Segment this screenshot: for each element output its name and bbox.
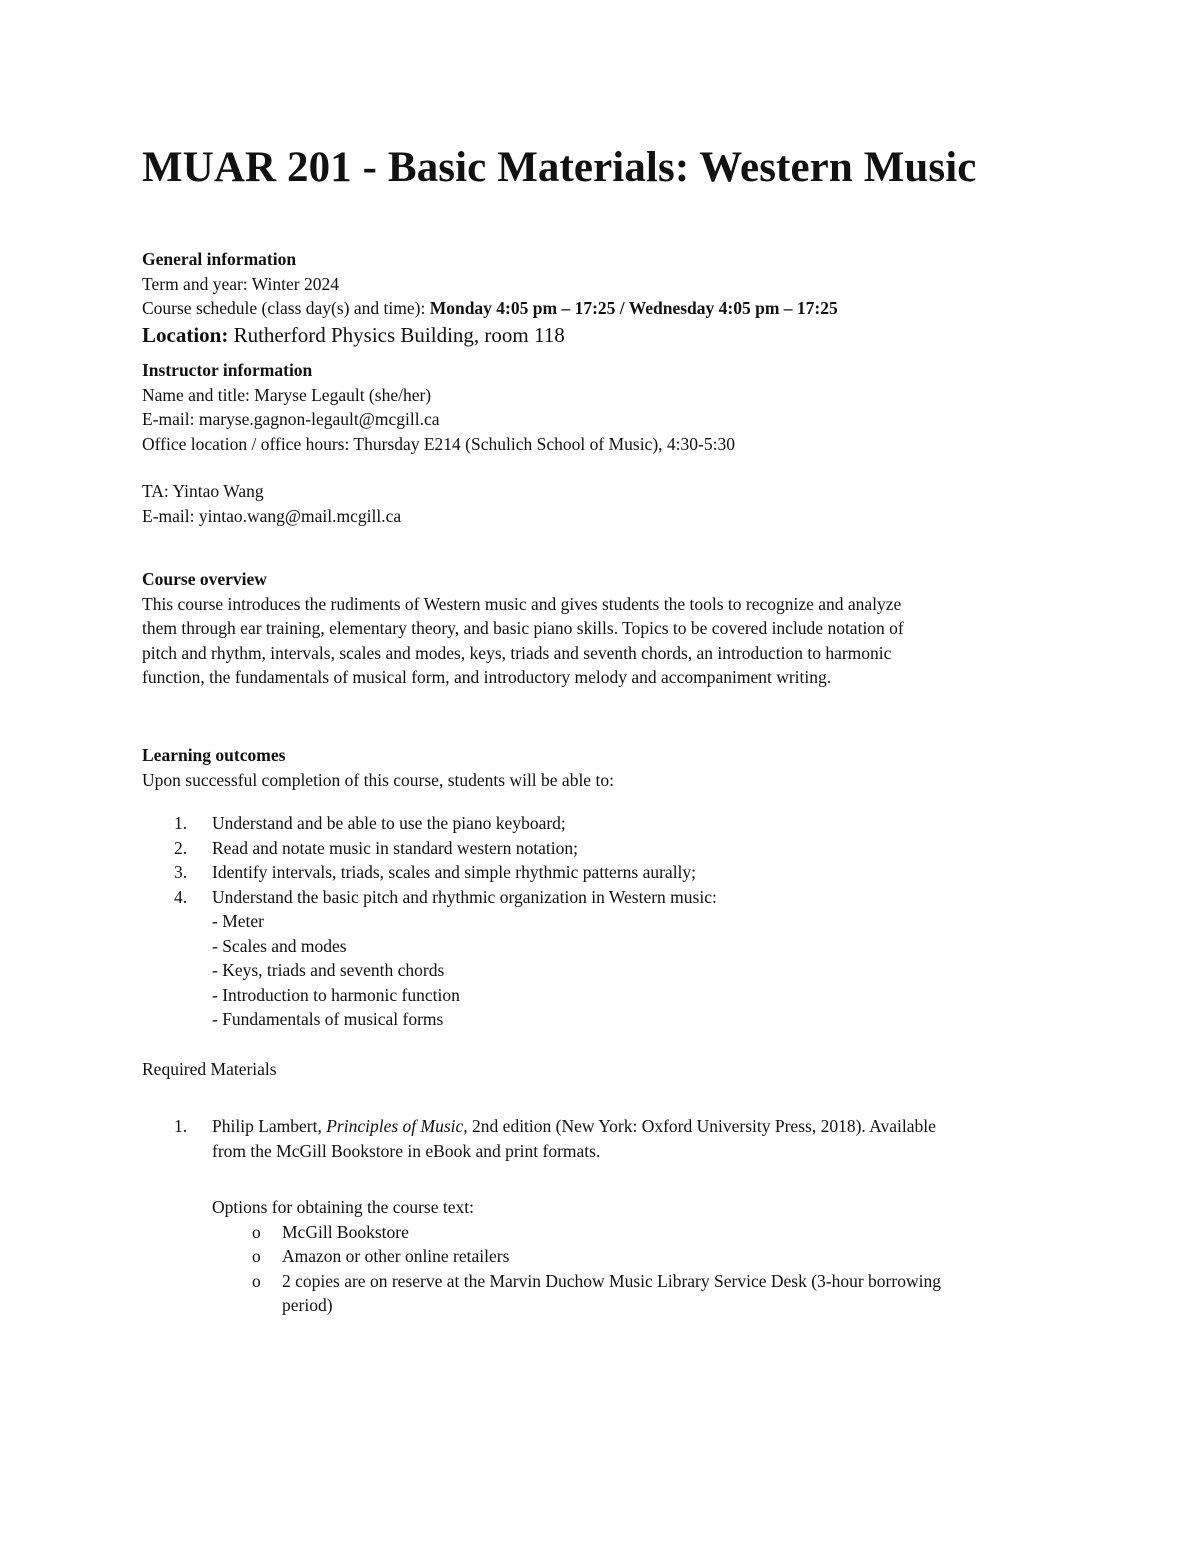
textbook-title: Principles of Music, — [326, 1116, 468, 1136]
schedule-value: Monday 4:05 pm – 17:25 / Wednesday 4:05 pm – 17:25 — [429, 298, 838, 318]
page-title: MUAR 201 - Basic Materials: Western Music — [142, 144, 977, 191]
instructor-email: E-mail: maryse.gagnon-legault@mcgill.ca — [142, 409, 440, 429]
list-item-text: Read and notate music in standard western notation; — [212, 837, 578, 858]
list-number: 4. — [174, 886, 188, 907]
list-item-text: Amazon or other online retailers — [282, 1246, 510, 1266]
list-item — [142, 860, 1072, 885]
ta-section — [142, 479, 1072, 528]
list-item-text: Understand the basic pitch and rhythmic organization in Western music: — [212, 886, 717, 907]
bullet-icon: o — [252, 1246, 261, 1266]
textbook-availability: from the McGill Bookstore in eBook and print formats. — [212, 1140, 601, 1161]
instructor-information-section — [142, 358, 1072, 456]
instructor-name: Name and title: Maryse Legault (she/her) — [142, 384, 432, 405]
course-overview-section — [142, 567, 1072, 690]
list-number: 2. — [174, 837, 188, 858]
general-information-heading: General information — [142, 249, 297, 269]
textbook-edition: 2nd edition (New York: Oxford University Press, 2018). Available — [467, 1116, 936, 1136]
list-number: 1. — [174, 1116, 188, 1136]
list-item — [142, 836, 1072, 861]
textbook-citation — [212, 1114, 1072, 1139]
list-item-text: Identify intervals, triads, scales and simple rhythmic patterns aurally; — [212, 862, 697, 882]
sub-item: - Fundamentals of musical forms — [212, 1009, 444, 1029]
required-materials-section — [142, 1057, 1072, 1082]
list-item-text: Understand and be able to use the piano keyboard; — [212, 813, 566, 833]
learning-outcomes-intro: Upon successful completion of this course, students will be able to: — [142, 769, 614, 790]
ta-email: E-mail: yintao.wang@mail.mcgill.ca — [142, 505, 402, 526]
textbook-options-list — [142, 1220, 1072, 1318]
learning-outcomes-list-wrap — [142, 811, 1072, 1032]
list-item-text: McGill Bookstore — [282, 1221, 409, 1242]
overview-line: This course introduces the rudiments of Western music and gives students the tools to recognize and analyze — [142, 593, 902, 614]
learning-outcomes-heading: Learning outcomes — [142, 745, 286, 765]
list-item — [142, 1220, 1072, 1245]
textbook-author: Philip Lambert, — [212, 1116, 327, 1136]
list-item — [142, 1114, 1072, 1163]
list-item-text: 2 copies are on reserve at the Marvin Duchow Music Library Service Desk (3-hour borrowing period) — [282, 1270, 941, 1315]
sub-item: - Meter — [212, 911, 264, 931]
schedule-label: Course schedule (class day(s) and time): — [142, 298, 430, 318]
course-overview-text — [142, 592, 1072, 690]
required-materials-list-wrap — [142, 1114, 1072, 1163]
sub-item: - Introduction to harmonic function — [212, 984, 460, 1005]
overview-line: function, the fundamentals of musical form, and introductory melody and accompaniment writing. — [142, 667, 832, 687]
instructor-office: Office location / office hours: Thursday E214 (Schulich School of Music), 4:30-5:30 — [142, 433, 735, 454]
list-number: 1. — [174, 813, 188, 833]
term-year: Term and year: Winter 2024 — [142, 273, 339, 294]
location-label: Location: — [142, 322, 229, 347]
list-item — [142, 1269, 982, 1318]
textbook-options-section — [142, 1195, 1072, 1318]
sub-item: - Keys, triads and seventh chords — [212, 960, 445, 980]
location — [142, 321, 1072, 350]
general-information-section — [142, 247, 1072, 350]
list-item — [142, 811, 1072, 836]
bullet-icon: o — [252, 1221, 261, 1242]
overview-line: pitch and rhythm, intervals, scales and modes, keys, triads and seventh chords, an introduction to harmonic — [142, 642, 892, 663]
learning-outcomes-list — [142, 811, 1072, 909]
required-materials-list — [142, 1114, 1072, 1163]
learning-outcomes-section — [142, 743, 1072, 792]
course-schedule — [142, 296, 1072, 321]
sub-item: - Scales and modes — [212, 935, 347, 956]
ta-name: TA: Yintao Wang — [142, 481, 264, 501]
location-value: Rutherford Physics Building, room 118 — [228, 322, 565, 347]
required-materials-heading: Required Materials — [142, 1059, 277, 1079]
bullet-icon: o — [252, 1270, 261, 1291]
overview-line: them through ear training, elementary theory, and basic piano skills. Topics to be covered include notation of — [142, 618, 904, 638]
list-item — [142, 1244, 1072, 1269]
course-overview-heading: Course overview — [142, 569, 267, 589]
textbook-options-intro: Options for obtaining the course text: — [212, 1197, 474, 1217]
list-item — [142, 885, 1072, 910]
instructor-information-heading: Instructor information — [142, 360, 313, 380]
list-number: 3. — [174, 862, 188, 882]
